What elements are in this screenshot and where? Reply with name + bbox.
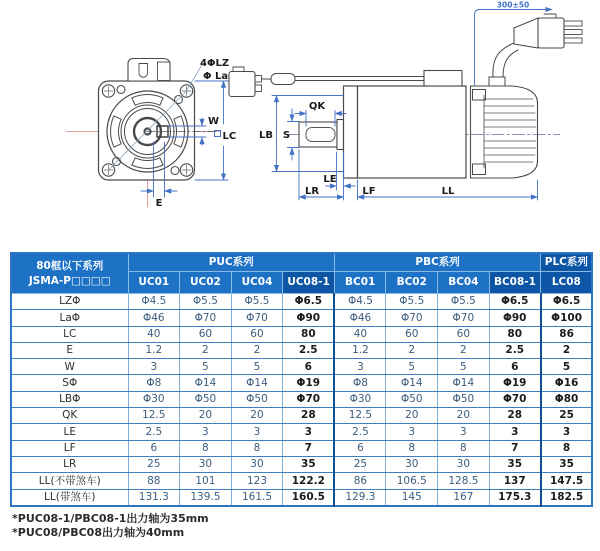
table-row (11, 408, 592, 424)
cooling-fins (484, 99, 536, 162)
cell: 2.5 (334, 424, 386, 440)
cell: 80 (283, 326, 335, 342)
group-header-plc: PLC系列 (541, 253, 593, 272)
row-label: LBΦ (11, 391, 128, 407)
col-header-bc08-1: BC08-1 (489, 272, 541, 294)
cell: 40 (128, 326, 180, 342)
cell: 60 (180, 326, 232, 342)
cell: Φ30 (128, 391, 180, 407)
cell: 8 (386, 440, 438, 456)
footnote-1: *PUC08-1/PBC08-1出力轴为35mm (12, 512, 209, 525)
group-header-pbc: PBC系列 (334, 253, 540, 272)
cell: Φ50 (231, 391, 283, 407)
cell: Φ70 (386, 310, 438, 326)
cell: Φ6.5 (283, 294, 335, 310)
motor-body (344, 86, 538, 178)
cell: 35 (541, 456, 593, 472)
dimension-label-lb: LB (259, 130, 273, 141)
cell: Φ8 (128, 375, 180, 391)
cell: 20 (180, 408, 232, 424)
dimension-label-4lz: 4ΦLZ (200, 58, 230, 69)
cell: 6 (283, 359, 335, 375)
cell: 3 (386, 424, 438, 440)
cell: 5 (438, 359, 490, 375)
dimension-label-w: W (208, 116, 220, 127)
cell: 161.5 (231, 489, 283, 506)
cell: Φ14 (231, 375, 283, 391)
col-header-lc08: LC08 (541, 272, 593, 294)
mounting-tab (128, 59, 170, 82)
cell: Φ14 (438, 375, 490, 391)
cell: Φ19 (283, 375, 335, 391)
table-corner-header (11, 253, 128, 294)
front-view-drawing (66, 58, 236, 209)
cell: 145 (386, 489, 438, 506)
table-row (11, 359, 592, 375)
cell: Φ100 (541, 310, 593, 326)
cell: 30 (438, 456, 490, 472)
cell: 20 (386, 408, 438, 424)
row-label: LF (11, 440, 128, 456)
spec-table-body (11, 294, 592, 506)
spec-table (10, 252, 593, 507)
dimension-label-lc: LC (222, 131, 237, 142)
dimension-label-s: S (282, 130, 291, 141)
series-header-row (11, 253, 592, 272)
cell: 35 (283, 456, 335, 472)
cell: 2 (541, 342, 593, 358)
dimension-label-la: Φ La (203, 71, 229, 82)
cell: 20 (231, 408, 283, 424)
dimension-label-qk: QK (308, 101, 326, 112)
col-header-bc04: BC04 (438, 272, 490, 294)
cell: 7 (283, 440, 335, 456)
cell: Φ16 (541, 375, 593, 391)
cell: 7 (489, 440, 541, 456)
row-label: E (11, 342, 128, 358)
cell: 60 (438, 326, 490, 342)
dimension-label-ll: LL (441, 186, 455, 197)
table-row (11, 294, 592, 310)
cell: 20 (438, 408, 490, 424)
cell: 30 (386, 456, 438, 472)
cell: 3 (128, 359, 180, 375)
corner-line-1: 80框以下系列 (36, 260, 104, 273)
cell: Φ19 (489, 375, 541, 391)
cell: 25 (541, 408, 593, 424)
table-row (11, 440, 592, 456)
row-label: LE (11, 424, 128, 440)
dimension-label-le: LE (323, 174, 337, 185)
cell: Φ50 (386, 391, 438, 407)
cell: 2 (386, 342, 438, 358)
cell: Φ46 (334, 310, 386, 326)
cell: Φ80 (541, 391, 593, 407)
power-cable (489, 14, 582, 86)
dimension-label-e: E (155, 198, 163, 209)
cell: 8 (231, 440, 283, 456)
cell: 30 (180, 456, 232, 472)
cell: 28 (489, 408, 541, 424)
cell: Φ46 (128, 310, 180, 326)
cell: 5 (541, 359, 593, 375)
cell: Φ70 (438, 310, 490, 326)
cell: 1.2 (334, 342, 386, 358)
table-row (11, 391, 592, 407)
cell: Φ14 (386, 375, 438, 391)
side-view-drawing (229, 1, 582, 201)
cell: 8 (541, 440, 593, 456)
cell: Φ5.5 (180, 294, 232, 310)
col-header-uc08-1: UC08-1 (283, 272, 335, 294)
table-row (11, 456, 592, 472)
cell: 60 (231, 326, 283, 342)
cell: Φ14 (180, 375, 232, 391)
table-row (11, 326, 592, 342)
cell: 182.5 (541, 489, 593, 506)
col-header-bc01: BC01 (334, 272, 386, 294)
cell: Φ5.5 (386, 294, 438, 310)
group-header-puc: PUC系列 (128, 253, 334, 272)
row-label: LC (11, 326, 128, 342)
technical-drawing (0, 0, 600, 250)
cell: 3 (438, 424, 490, 440)
cell: Φ90 (283, 310, 335, 326)
cell: 5 (180, 359, 232, 375)
cell: 28 (283, 408, 335, 424)
cell: Φ50 (438, 391, 490, 407)
cell: 3 (489, 424, 541, 440)
table-row (11, 473, 592, 489)
cell: 2.5 (489, 342, 541, 358)
table-row (11, 424, 592, 440)
cell: 3 (334, 359, 386, 375)
cell: Φ50 (180, 391, 232, 407)
cell: Φ5.5 (231, 294, 283, 310)
cell: Φ8 (334, 375, 386, 391)
cell: 6 (489, 359, 541, 375)
cell: 139.5 (180, 489, 232, 506)
cell: 3 (231, 424, 283, 440)
strain-relief (514, 18, 538, 48)
cell: 128.5 (438, 473, 490, 489)
table-row (11, 489, 592, 506)
cell: 3 (283, 424, 335, 440)
cell: 129.3 (334, 489, 386, 506)
dimension-label-lr: LR (304, 186, 320, 197)
row-label: LL(带煞车) (11, 489, 128, 506)
cell: Φ30 (334, 391, 386, 407)
row-label: LR (11, 456, 128, 472)
cell: 175.3 (489, 489, 541, 506)
cell: 2.5 (283, 342, 335, 358)
cell: 8 (438, 440, 490, 456)
cell: 137 (489, 473, 541, 489)
cell: 131.3 (128, 489, 180, 506)
cell: 86 (541, 326, 593, 342)
cell: 5 (386, 359, 438, 375)
row-label: LL(不带煞车) (11, 473, 128, 489)
table-row (11, 310, 592, 326)
row-label: W (11, 359, 128, 375)
col-header-uc04: UC04 (231, 272, 283, 294)
dimension-label-lf: LF (362, 186, 376, 197)
cell: 30 (231, 456, 283, 472)
cell: 147.5 (541, 473, 593, 489)
row-label: QK (11, 408, 128, 424)
cell: Φ4.5 (334, 294, 386, 310)
row-label: LaΦ (11, 310, 128, 326)
cell: Φ70 (231, 310, 283, 326)
cell: 86 (334, 473, 386, 489)
cell: 8 (180, 440, 232, 456)
cell: 122.2 (283, 473, 335, 489)
cell: 123 (231, 473, 283, 489)
footnotes (12, 512, 209, 540)
cell: 25 (128, 456, 180, 472)
cell: Φ6.5 (489, 294, 541, 310)
cell: 12.5 (128, 408, 180, 424)
cell: 1.2 (128, 342, 180, 358)
cell: 167 (438, 489, 490, 506)
col-header-bc02: BC02 (386, 272, 438, 294)
cell: Φ70 (489, 391, 541, 407)
col-header-uc02: UC02 (180, 272, 232, 294)
cell: 6 (334, 440, 386, 456)
table-row (11, 342, 592, 358)
cell: Φ70 (283, 391, 335, 407)
cell: 25 (334, 456, 386, 472)
dimension-label-cable-length: 300±50 (496, 0, 530, 10)
cell: 60 (386, 326, 438, 342)
cell: Φ70 (180, 310, 232, 326)
cell: 80 (489, 326, 541, 342)
cell: 35 (489, 456, 541, 472)
footnote-2: *PUC08/PBC08出力轴为40mm (12, 526, 185, 539)
cell: Φ6.5 (541, 294, 593, 310)
cell: 160.5 (283, 489, 335, 506)
cell: 2.5 (128, 424, 180, 440)
row-label: SΦ (11, 375, 128, 391)
cell: Φ5.5 (438, 294, 490, 310)
cell: 12.5 (334, 408, 386, 424)
corner-line-2: JSMA-P□□□□ (28, 274, 111, 287)
cell: 106.5 (386, 473, 438, 489)
cell: 88 (128, 473, 180, 489)
row-label: LZΦ (11, 294, 128, 310)
cell: Φ4.5 (128, 294, 180, 310)
cell: 2 (180, 342, 232, 358)
cell: Φ90 (489, 310, 541, 326)
cell: 101 (180, 473, 232, 489)
table-row (11, 375, 592, 391)
col-header-uc01: UC01 (128, 272, 180, 294)
encoder-connector (229, 72, 255, 97)
cell: 5 (231, 359, 283, 375)
cell: 6 (128, 440, 180, 456)
cell: 3 (180, 424, 232, 440)
encoder-block (424, 71, 462, 87)
cell: 2 (231, 342, 283, 358)
power-connector (538, 18, 564, 48)
cell: 3 (541, 424, 593, 440)
cell: 2 (438, 342, 490, 358)
cell: 40 (334, 326, 386, 342)
